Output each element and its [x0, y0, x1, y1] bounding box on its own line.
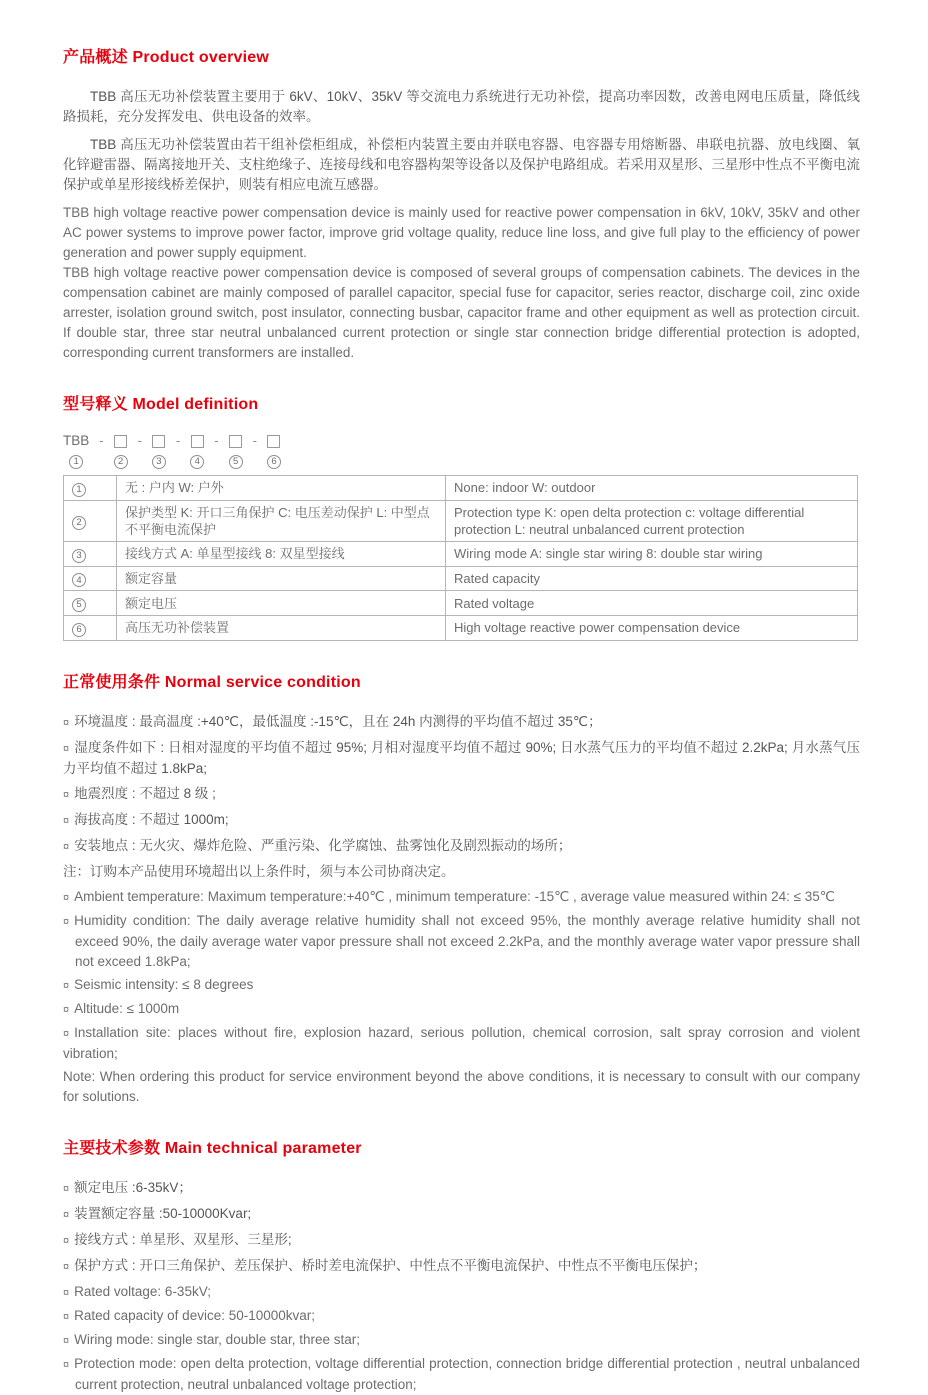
square-bullet-icon: ¤ [63, 1027, 70, 1040]
square-bullet-icon: ¤ [63, 716, 70, 729]
circled-number-4: 4 [190, 455, 204, 469]
list-item-text: 额定电压 :6-35kV； [74, 1179, 192, 1195]
table-cell-cn: 接线方式 A: 单星型接线 8: 双星型接线 [117, 541, 446, 566]
list-item-text: Rated capacity of device: 50-10000kvar; [74, 1307, 316, 1323]
model-code-diagram [63, 434, 860, 469]
list-item-text: Installation site: places without fire, explosion hazard, serious pollution, chemical corrosion, salt spray corrosion and violent vibration; [63, 1024, 860, 1061]
technical-parameter-list [63, 1178, 860, 1395]
row-number: 6 [72, 623, 86, 637]
model-dash: - [214, 433, 219, 448]
table-cell-en: None: indoor W: outdoor [446, 476, 858, 501]
square-bullet-icon: ¤ [63, 891, 70, 904]
note-text: Note: When ordering this product for service environment beyond the above conditions, it is necessary to consult with our company for solutions. [63, 1068, 860, 1104]
list-item [63, 1023, 860, 1064]
overview-cn-paragraph-1: TBB 高压无功补偿装置主要用于 6kV、10kV、35kV 等交流电力系统进行无功补偿，提高功率因数，改善电网电压质量，降低线路损耗，充分发挥发电、供电设备的效率。 [63, 89, 860, 124]
list-item-text: Protection mode: open delta protection, voltage differential protection, connection bridge differential protection , neutral unbalanced current protection, neutral unbalanced voltage protection; [74, 1355, 860, 1392]
list-item [63, 738, 860, 779]
note-line [63, 1067, 860, 1107]
table-cell-cn: 高压无功补偿装置 [117, 616, 446, 641]
row-number: 5 [72, 598, 86, 612]
circled-number-2: 2 [114, 455, 128, 469]
table-cell-en: High voltage reactive power compensation device [446, 616, 858, 641]
square-bullet-icon: ¤ [63, 1358, 70, 1371]
table-row [64, 541, 858, 566]
model-col-6 [267, 434, 281, 469]
list-item [63, 1282, 860, 1303]
model-placeholder-box [267, 435, 280, 448]
circled-number-3: 3 [152, 455, 166, 469]
list-item-text: 接线方式 : 单星形、双星形、三星形; [74, 1231, 292, 1247]
model-placeholder-box [152, 435, 165, 448]
overview-cn-paragraph-2: TBB 高压无功补偿装置由若干组补偿柜组成，补偿柜内装置主要由并联电容器、电容器专用熔断器、串联电抗器、放电线圈、氧化锌避雷器、隔离接地开关、支柱绝缘子、连接母线和电容器构架等设备以及保护电路组成。若采用双星形、三星形中性点不平衡电流保护或单星形接线桥差保护，则装有相应电流互感器。 [63, 137, 860, 192]
list-item [63, 1256, 860, 1277]
model-prefix-label: TBB [63, 433, 90, 448]
square-bullet-icon: ¤ [63, 979, 70, 992]
table-cell-cn: 保护类型 K: 开口三角保护 C: 电压差动保护 L: 中型点不平衡电流保护 [117, 500, 446, 541]
row-number: 3 [72, 549, 86, 563]
list-item [63, 1306, 860, 1327]
model-dash: - [175, 433, 181, 448]
model-definition-table [63, 475, 858, 641]
table-cell-en: Wiring mode A: single star wiring 8: double star wiring [446, 541, 858, 566]
model-placeholder-box [114, 435, 127, 448]
list-item-text: 环境温度 : 最高温度 :+40℃，最低温度 :-15℃，且在 24h 内测得的平均值不超过 35℃； [74, 713, 602, 729]
model-dash: - [137, 433, 142, 448]
square-bullet-icon: ¤ [63, 814, 70, 827]
list-item-text: 安装地点 : 无火灾、爆炸危险、严重污染、化学腐蚀、盐雾蚀化及剧烈振动的场所； [74, 837, 572, 853]
square-bullet-icon: ¤ [63, 1310, 70, 1323]
model-col-2 [114, 434, 128, 469]
list-item [63, 836, 860, 857]
list-item [63, 784, 860, 805]
circled-number-6: 6 [267, 455, 281, 469]
table-row [64, 591, 858, 616]
model-placeholder-box [191, 435, 204, 448]
square-bullet-icon: ¤ [63, 1234, 70, 1247]
list-item [63, 911, 860, 972]
list-item-text: Wiring mode: single star, double star, three star; [74, 1331, 361, 1347]
square-bullet-icon: ¤ [63, 1003, 70, 1016]
model-placeholder-box [229, 435, 242, 448]
list-item [63, 1204, 860, 1225]
square-bullet-icon: ¤ [63, 742, 70, 755]
main-technical-parameter-title: 主要技术参数 Main technical parameter [63, 1139, 362, 1157]
product-overview-title: 产品概述 Product overview [63, 49, 270, 66]
list-item [63, 887, 860, 908]
list-item-text: 湿度条件如下 : 日相对湿度的平均值不超过 95%; 月相对湿度平均值不超过 90%; 日水蒸气压力的平均值不超过 2.2kPa; 月水蒸气压力平均值不超过 1.8kPa; [63, 739, 860, 776]
square-bullet-icon: ¤ [63, 788, 70, 801]
list-item-text: Ambient temperature: Maximum temperature:+40℃ , minimum temperature: -15℃ , average value measured within 24: ≤ 35℃ [74, 888, 835, 904]
list-item [63, 999, 860, 1020]
note-line [63, 862, 860, 882]
list-item-text: 保护方式 : 开口三角保护、差压保护、桥时差电流保护、中性点不平衡电流保护、中性点不平衡电压保护； [74, 1257, 707, 1273]
document-page [63, 0, 860, 1395]
overview-en-paragraph-2: TBB high voltage reactive power compensation device is composed of several groups of compensation cabinets. The devices in the compensation cabinet are mainly composed of parallel capacitor, special fuse for capacitor, series reactor, discharge coil, zinc oxide arrester, isolation ground switch, post insulator, connecting busbar, capacitor frame and other equipment as well as protection circuit. If double star, three star neutral unbalanced current protection or single star connection bridge differential protection is adopted, corresponding current transformers are installed. [63, 265, 860, 360]
section-model-definition [63, 391, 860, 641]
list-item [63, 1330, 860, 1351]
list-item [63, 1354, 860, 1395]
list-item [63, 1230, 860, 1251]
list-item [63, 810, 860, 831]
list-item [63, 975, 860, 996]
list-item-text: 地震烈度 : 不超过 8 级 ; [74, 785, 216, 801]
circled-number-5: 5 [229, 455, 243, 469]
section-product-overview [63, 44, 860, 363]
square-bullet-icon: ¤ [63, 915, 70, 928]
table-cell-en: Rated capacity [446, 566, 858, 591]
square-bullet-icon: ¤ [63, 1260, 70, 1273]
list-item [63, 712, 860, 733]
list-item-text: Humidity condition: The daily average relative humidity shall not exceed 95%, the monthly average relative humidity shall not exceed 90%, the daily average water vapor pressure shall not exceed 2.2kPa, and the monthly average water vapor pressure shall not exceed 1.8kPa; [74, 912, 860, 969]
square-bullet-icon: ¤ [63, 840, 70, 853]
overview-en-paragraph-1: TBB high voltage reactive power compensation device is mainly used for reactive power compensation in 6kV, 10kV, 35kV and other AC power systems to improve power factor, improve grid voltage quality, reduce line loss, and give full play to the efficiency of power generation and power supply equipment. [63, 205, 860, 260]
section-normal-service-condition [63, 669, 860, 1107]
list-item-text: Altitude: ≤ 1000m [74, 1000, 180, 1016]
list-item-text: 装置额定容量 :50-10000Kvar; [74, 1205, 252, 1221]
square-bullet-icon: ¤ [63, 1286, 70, 1299]
table-cell-cn: 额定电压 [117, 591, 446, 616]
normal-service-condition-title: 正常使用条件 Normal service condition [63, 673, 361, 691]
list-item-text: 海拔高度 : 不超过 1000m; [74, 811, 229, 827]
square-bullet-icon: ¤ [63, 1182, 70, 1195]
row-number: 2 [72, 516, 86, 530]
table-row [64, 616, 858, 641]
list-item-text: Seismic intensity: ≤ 8 degrees [74, 976, 254, 992]
model-definition-title: 型号释义 Model definition [63, 396, 259, 413]
table-row [64, 476, 858, 501]
circled-number-1: 1 [69, 455, 83, 469]
model-col-4 [190, 434, 204, 469]
service-condition-list [63, 712, 860, 1107]
section-main-technical-parameter [63, 1135, 860, 1395]
table-cell-en: Rated voltage [446, 591, 858, 616]
model-dash: - [252, 433, 257, 448]
model-col-prefix [63, 434, 89, 469]
table-cell-en: Protection type K: open delta protection c: voltage differential protection L: neutral unbalanced current protection [446, 500, 858, 541]
table-cell-cn: 无 : 户内 W: 户外 [117, 476, 446, 501]
square-bullet-icon: ¤ [63, 1208, 70, 1221]
row-number: 4 [72, 573, 86, 587]
row-number: 1 [72, 483, 86, 497]
table-row [64, 566, 858, 591]
list-item [63, 1178, 860, 1199]
table-row [64, 500, 858, 541]
model-dash: - [99, 433, 104, 448]
model-col-5 [229, 434, 243, 469]
table-cell-cn: 额定容量 [117, 566, 446, 591]
model-col-3 [152, 434, 166, 469]
square-bullet-icon: ¤ [63, 1334, 70, 1347]
list-item-text: Rated voltage: 6-35kV; [74, 1283, 211, 1299]
note-text: 注：订购本产品使用环境超出以上条件时，须与本公司协商决定。 [63, 863, 455, 879]
